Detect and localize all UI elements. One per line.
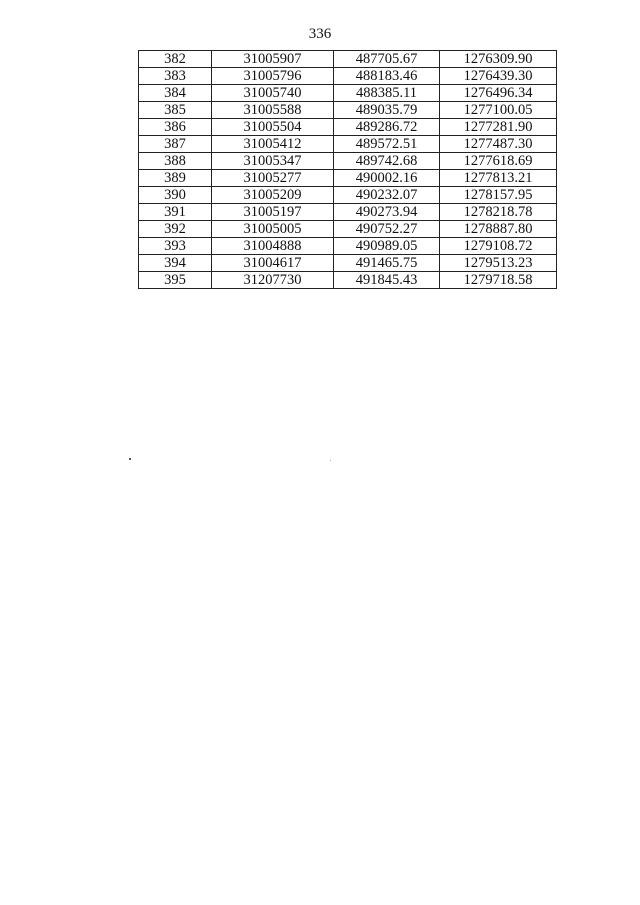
point-id-cell: 31004888 [212,238,334,255]
x-coordinate-cell: 488385.11 [334,85,440,102]
coordinates-table [138,50,557,289]
x-coordinate-cell: 489286.72 [334,119,440,136]
point-number-cell: 383 [139,68,212,85]
y-coordinate-cell: 1278157.95 [440,187,557,204]
x-coordinate-cell: 489572.51 [334,136,440,153]
point-id-cell: 31004617 [212,255,334,272]
table-row [139,238,557,255]
point-id-cell: 31005504 [212,119,334,136]
point-id-cell: 31005740 [212,85,334,102]
y-coordinate-cell: 1278218.78 [440,204,557,221]
y-coordinate-cell: 1277813.21 [440,170,557,187]
point-number-cell: 384 [139,85,212,102]
table-row [139,119,557,136]
table-row [139,204,557,221]
table-row [139,272,557,289]
point-number-cell: 385 [139,102,212,119]
x-coordinate-cell: 489742.68 [334,153,440,170]
y-coordinate-cell: 1277100.05 [440,102,557,119]
y-coordinate-cell: 1279108.72 [440,238,557,255]
point-id-cell: 31005005 [212,221,334,238]
table-row [139,136,557,153]
x-coordinate-cell: 489035.79 [334,102,440,119]
x-coordinate-cell: 488183.46 [334,68,440,85]
point-id-cell: 31005277 [212,170,334,187]
x-coordinate-cell: 490273.94 [334,204,440,221]
point-number-cell: 395 [139,272,212,289]
point-number-cell: 382 [139,51,212,68]
coordinates-table-body [139,51,557,289]
point-number-cell: 390 [139,187,212,204]
y-coordinate-cell: 1277618.69 [440,153,557,170]
y-coordinate-cell: 1277487.30 [440,136,557,153]
table-row [139,68,557,85]
table-row [139,85,557,102]
scan-speck [330,460,331,461]
point-number-cell: 391 [139,204,212,221]
table-row [139,102,557,119]
table-row [139,187,557,204]
point-number-cell: 386 [139,119,212,136]
x-coordinate-cell: 490752.27 [334,221,440,238]
point-id-cell: 31005907 [212,51,334,68]
table-row [139,51,557,68]
x-coordinate-cell: 491465.75 [334,255,440,272]
y-coordinate-cell: 1276439.30 [440,68,557,85]
point-number-cell: 387 [139,136,212,153]
point-number-cell: 394 [139,255,212,272]
y-coordinate-cell: 1277281.90 [440,119,557,136]
x-coordinate-cell: 490232.07 [334,187,440,204]
x-coordinate-cell: 490002.16 [334,170,440,187]
y-coordinate-cell: 1279718.58 [440,272,557,289]
x-coordinate-cell: 491845.43 [334,272,440,289]
point-id-cell: 31207730 [212,272,334,289]
y-coordinate-cell: 1276496.34 [440,85,557,102]
point-number-cell: 389 [139,170,212,187]
point-id-cell: 31005796 [212,68,334,85]
point-id-cell: 31005347 [212,153,334,170]
table-row [139,170,557,187]
x-coordinate-cell: 490989.05 [334,238,440,255]
point-number-cell: 393 [139,238,212,255]
point-id-cell: 31005412 [212,136,334,153]
point-id-cell: 31005197 [212,204,334,221]
page-number: 336 [308,26,332,42]
point-id-cell: 31005209 [212,187,334,204]
table-row [139,221,557,238]
table-row [139,255,557,272]
point-number-cell: 388 [139,153,212,170]
scan-speck [129,458,131,460]
y-coordinate-cell: 1278887.80 [440,221,557,238]
point-id-cell: 31005588 [212,102,334,119]
table-row [139,153,557,170]
point-number-cell: 392 [139,221,212,238]
x-coordinate-cell: 487705.67 [334,51,440,68]
y-coordinate-cell: 1276309.90 [440,51,557,68]
y-coordinate-cell: 1279513.23 [440,255,557,272]
